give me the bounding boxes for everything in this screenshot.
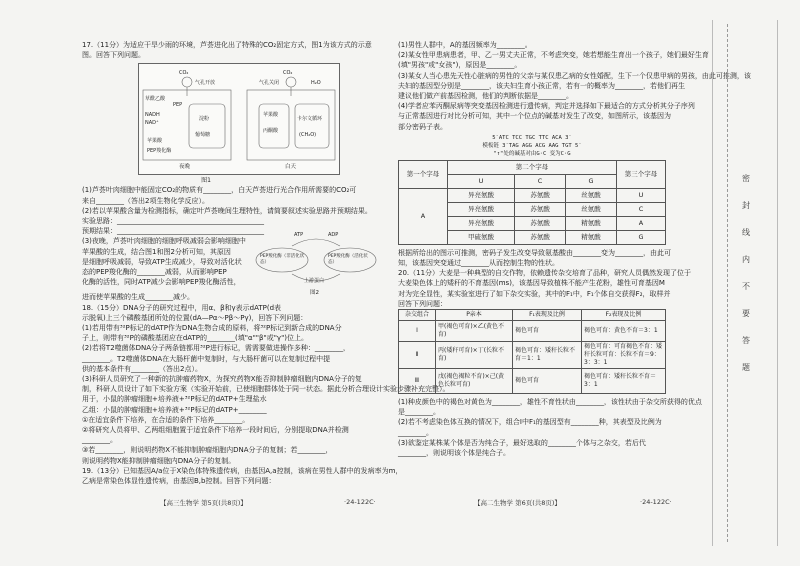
- q19-text-0: 19.（13分）已知基因A/a位于X染色体特殊遗传病，由基因A,a控制，该病在男性人群中的发病率为m，: [82, 466, 403, 475]
- cross-table: [398, 309, 666, 394]
- q17-text-10: 进而使苹果酸的生成________减少。: [82, 293, 194, 302]
- fig1-nad: NAD⁺: [145, 120, 159, 127]
- cross-f1: 褐色可育: [513, 321, 582, 342]
- right-footer-code-wrap: [640, 498, 672, 506]
- cross-header: 杂交组合: [399, 310, 436, 321]
- figure-2: [250, 230, 380, 296]
- right-column: [398, 40, 751, 458]
- cross-header: F₁表现及比例: [513, 310, 582, 321]
- codon-cell: 甲硫氨酸: [448, 230, 515, 244]
- codon-third: U: [617, 188, 666, 202]
- fig1-caption: 图1: [201, 177, 211, 185]
- q19-after-1: 知，该基因突变通过________从而控制生物的性状。: [398, 259, 559, 268]
- codon-cell: 苏氨酸: [515, 202, 566, 216]
- codon-header-first: 第一个字母: [399, 160, 448, 188]
- codon-third: A: [617, 216, 666, 230]
- q17-text-0: (1)芦荟叶肉细胞中能固定CO₂的物质有________，白天芦荟进行光合作用所需要的CO₂可: [82, 186, 357, 195]
- q18-text-4: (2)若将T2噬菌体DNA分子两条链都用³²P进行标记，需需要做进操作多种：________，: [82, 344, 350, 353]
- fig2-kinase: 上游蛋白: [304, 278, 325, 285]
- codon-cell: 异亮氨酸: [448, 202, 515, 216]
- q18-text-13: ________。: [82, 436, 117, 445]
- fig1-pep-enzyme: PEP羧化酶: [147, 148, 172, 155]
- binding-char: 题: [742, 363, 750, 372]
- codon-cell: 苏氨酸: [515, 216, 566, 230]
- q19c-text-1: (2)某女性甲患病患者，甲、乙一男丈夫正常，不考虑突变，她若想能生育出一个孩子，她们最好生育: [398, 51, 709, 60]
- night-chloroplast: [189, 104, 225, 148]
- q19c-text-6: (4)学者应苯丙酮尿病等突变基因检测进行遗传病，判定并选择如下最适合的方式分析其分子序列: [398, 102, 695, 111]
- codon-cell: 异亮氨酸: [448, 188, 515, 202]
- q17-line-0: 17.（11分）为适应干旱少雨的环境，芦荟进化出了特殊的CO₂固定方式，图1为该方式的示意: [82, 41, 372, 49]
- cross-id: Ⅱ: [399, 342, 436, 369]
- day-chloroplast: [295, 104, 329, 148]
- fig1-malic-day: 苹果酸: [263, 112, 279, 119]
- q17-text-7: 是细胞呼吸减弱，导致ATP生成减少，导致对活化状: [82, 257, 242, 266]
- q18-text-6: 供的基本条件有________（答出2点）。: [82, 364, 202, 373]
- cross-id: Ⅰ: [399, 321, 436, 342]
- codon-cell: 苏氨酸: [515, 230, 566, 244]
- q20-text-3: 回答下列问题：: [398, 299, 447, 308]
- q20-text-0: 20.（11分）大麦是一种典型的自交作物，依赖遗传杂交培育了品种，研究人员偶然发现了位于: [398, 269, 692, 278]
- fig2-inactive: PEP羧化酶（非活化状态）: [260, 254, 305, 266]
- codon-third: G: [617, 230, 666, 244]
- q18-text-11: ①在适宜条件下培养，在合适的条件下培养________。: [82, 415, 250, 424]
- fig1-h2o: H₂O: [311, 80, 321, 87]
- binding-char: 内: [742, 255, 750, 264]
- fig1-stoma-closed: 气孔关闭: [259, 80, 280, 87]
- fig2-adp: ADP: [328, 232, 339, 239]
- left-footer-code: ·24-122C·: [344, 498, 376, 506]
- left-footer: [160, 498, 247, 507]
- q19c-text-2: (填"男孩"或"女孩")，原因是________。: [398, 61, 522, 70]
- right-footer: [474, 498, 561, 507]
- q18-text-15: 则说明药物X能抑制肿瘤细胞内DNA分子的复制。: [82, 456, 236, 465]
- fig1-day-label: 白天: [285, 164, 297, 171]
- fig1-pep: PEP: [173, 102, 183, 109]
- seq-line-1: 模板链 3′TAG AGG ACG AAG TGT 5′: [482, 142, 582, 149]
- fig2-caption: 图2: [310, 290, 319, 297]
- q17-text-1: 来自________（答出2项生物化学反应）。: [82, 196, 209, 205]
- q18-text-7: (3)科研人员研究了一种新的抗肿瘤药物X，为探究药物X能否抑制肿瘤细胞内DNA分子的复: [82, 375, 362, 384]
- codon-first-a: A: [399, 188, 448, 244]
- q19c-text-5: 建议他们做产前基因检测，他们的判断依据是________。: [398, 92, 573, 101]
- q20-after-3: ________。: [398, 428, 433, 437]
- cross-id: Ⅲ: [399, 369, 436, 394]
- binding-char: 封: [742, 201, 750, 210]
- fig1-glucose: 葡萄糖: [195, 132, 211, 139]
- q19c-text-8: 部分密码子表。: [398, 122, 447, 131]
- fig1-stoma-open: 气孔开放: [195, 80, 216, 87]
- cross-p: 丙(矮秆可育)×丁(长粒不育): [436, 342, 513, 369]
- q17-part3-block: [82, 232, 390, 297]
- fig1-sugar: (CH₂O): [299, 132, 317, 139]
- codon-header-second: 第二个字母: [448, 160, 617, 174]
- q18-text-2: (1)若用带有³²P标记的dATP作为DNA生物合成的原料，将³²P标记到新合成的DNA分: [82, 324, 342, 333]
- fig1-co2-day: CO₂: [283, 70, 293, 77]
- q17-text-4: 预期结果：__________________________________________: [82, 227, 264, 236]
- q18-text-12: ②将研究人员将甲、乙两组细胞置于适宜条件下培养一段时间后，分别提取DNA并检测: [82, 426, 349, 435]
- codon-table: [398, 160, 666, 245]
- binding-char: 不: [742, 282, 750, 291]
- q20-after-1: 是________。: [398, 408, 440, 417]
- fig1-oaa: 草酰乙酸: [145, 96, 166, 103]
- q17-text-3: 实验思路：__________________________________________: [82, 217, 264, 226]
- q19-after-0: 根据所给出的图示可推测，密码子发生改变导致氨基酸由________变为________，由此可: [398, 248, 671, 257]
- binding-dashed-line: [727, 24, 728, 542]
- q17-text-6: 苹果酸的生成，结合图1和图2分析可知，其原因: [82, 247, 231, 256]
- binding-char: 要: [742, 309, 750, 318]
- codon-cell: 精氨酸: [566, 230, 617, 244]
- q20-after-5: ________，则说明该个体是纯合子。: [398, 449, 510, 458]
- binding-char: 答: [742, 336, 750, 345]
- codon-second-g: G: [566, 174, 617, 188]
- q17-text-5: (3)夜晚，芦荟叶肉细胞的细胞呼吸减弱会影响细胞中: [82, 237, 246, 246]
- q18-text-5: ________。T2噬菌体DNA在大肠杆菌中复制时，与大肠杆菌可以在复制过程中提: [82, 354, 331, 363]
- cross-header: F₂表现及比例: [582, 310, 666, 321]
- day-cell-outline: [247, 90, 335, 160]
- left-footer-page: 【高三生物学 第5页(共8页)】: [160, 499, 247, 507]
- q18-text-14: ③若________，则说明药物X不能抑制肿瘤细胞内DNA分子的复制；若________，: [82, 446, 333, 455]
- q20-text-2: 对为完全显性，某实验室进行了如下杂交实验，其中的F₁中，F₁个体自交获得F₂，取样并: [398, 289, 671, 298]
- cross-f2: 褐色可育：可育褐色不育：矮秆长粒可育：长粒不育＝9：3：3：1: [582, 342, 666, 369]
- cross-p: 甲(褐色可育)×乙(黄色不育): [436, 321, 513, 342]
- codon-second-c: C: [515, 174, 566, 188]
- binding-char: 线: [742, 228, 750, 237]
- codon-header-third: 第三个字母: [617, 160, 666, 188]
- left-footer-code-wrap: [344, 498, 376, 506]
- q18-text-3: 子上，则带有³²P的磷酸基团应在dATP的________(填"α""β"或"γ")位上。: [82, 334, 309, 343]
- cross-header: P亲本: [436, 310, 513, 321]
- q19-text-1: 乙病是常染色体显性遗传病，由基因B,b控制。回答下列问题：: [82, 477, 276, 486]
- cross-f2: 褐色可育：黄色不育＝3：1: [582, 321, 666, 342]
- q17-text-2: (2)若以苹果酸含量为检测指标，确定叶芦荟晚间生理特性，请简要叙述实验思路并预期结果。: [82, 206, 372, 215]
- q20-after-0: (1)种皮颜色中的褐色对黄色为________，雄性不育性状由________，该性状由于杂交所获得的优点: [398, 398, 702, 407]
- fig2-atp: ATP: [294, 232, 304, 239]
- q19c-text-3: (3)某女人当心患先天性心脏病的男性的父亲与某仅患乙病的女性婚配，生下一个仅患甲病的男孩，由此可推测，该: [398, 71, 751, 80]
- codon-cell: 丝氨酸: [566, 202, 617, 216]
- fig2-active: PEP羧化酶（活化状态）: [328, 254, 368, 266]
- codon-second-u: U: [448, 174, 515, 188]
- q20-after-2: (2)若不考虑染色体互换的情况下，组合Ⅰ中F₁的基因型有________种，其表型及比例为: [398, 418, 662, 427]
- codon-third: C: [617, 202, 666, 216]
- binding-char: 密: [742, 174, 750, 183]
- fig1-pyruvate: 丙酮酸: [263, 128, 279, 135]
- q18-text-9: 用于，小鼠的肿瘤细胞+培养液+³²P标记的dATP+生理盐水: [82, 395, 267, 404]
- binding-strip-text: [742, 165, 754, 381]
- q19c-text-7: 与正常基因进行对比分析可知，其中一个位点的碱基对发生了改变，如图所示，该基因为: [398, 112, 671, 121]
- day-stoma: [286, 77, 296, 87]
- fig1-starch: 淀粉: [199, 116, 210, 123]
- cross-f1: 褐色可育：矮秆长粒不育＝1：1: [513, 342, 582, 369]
- codon-cell: 苏氨酸: [515, 188, 566, 202]
- q20-text-1: 大麦染色体上的矮秆的不育基因(ms)，该基因导致植株不能产生花粉，雄性可育基因M: [398, 279, 665, 288]
- q18-text-0: 18.（15分）DNA分子的研究过程中，用α、β和γ表示dATP(d表: [82, 303, 282, 312]
- q18-text-1: 示脱氧)上三个磷酸基团所处的位置(dA—Pα～Pβ～Pγ)，回答下列问题：: [82, 313, 308, 322]
- fig1-night-label: 夜晚: [179, 164, 191, 171]
- right-footer-page: 【高二生物学 第6页(共8页)】: [474, 499, 561, 507]
- fig1-nadh: NADH: [145, 112, 160, 119]
- fig1-calvin: 卡尔文循环: [297, 116, 323, 123]
- cross-f2: 褐色可育：矮秆长粒不育＝3：1: [582, 369, 666, 394]
- seq-line-0: 5′ATC TCC TGC TTC ACA 3′: [492, 134, 572, 141]
- q17-line-1: 图。回答下列问题。: [82, 51, 145, 60]
- q19c-text-0: (1)男性人群中，A的基因频率为________。: [398, 41, 532, 49]
- fig1-malic-night: 苹果酸: [147, 138, 163, 145]
- codon-cell: 丝氨酸: [566, 188, 617, 202]
- night-stoma: [182, 77, 192, 87]
- q17-text-9: 化酶的活性，同时ATP减少会影响PEP羧化酶活性，: [82, 278, 241, 287]
- cross-p: 戊(褐色褐粒不育)×己(黄色长粒可育): [436, 369, 513, 394]
- q17-text-8: 态的PEP羧化酶的________减弱，从而影响PEP: [82, 268, 227, 277]
- figure-1: [138, 63, 340, 175]
- q19c-text-4: 夫妇的基因型分别是________，该夫妇生育小孩正常，若有一的概率为________，若他们再生: [398, 81, 685, 90]
- fig1-co2-night: CO₂: [179, 70, 189, 77]
- codon-cell: 精氨酸: [566, 216, 617, 230]
- seq-line-2: "↑"处的碱基对由G·C 变为C·G: [493, 150, 571, 157]
- codon-cell: 异亮氨酸: [448, 216, 515, 230]
- right-footer-code: ·24-122C·: [640, 498, 672, 506]
- dna-sequence: [398, 134, 666, 158]
- q18-text-8: 制，科研人员设计了如下实验方案（实验开始前，已使细胞群体处于同一状态。据此分析合理设计实验步骤补充完整）。: [82, 385, 450, 394]
- q20-after-4: (3)欲鉴定某株某个体是否为纯合子，最好选取的________个体与之杂交，若后代: [398, 438, 646, 447]
- q18-text-10: 乙组：小鼠的肿瘤细胞+培养液+³²P标记的dATP+________: [82, 405, 267, 414]
- cross-f1: 褐色可育: [513, 369, 582, 394]
